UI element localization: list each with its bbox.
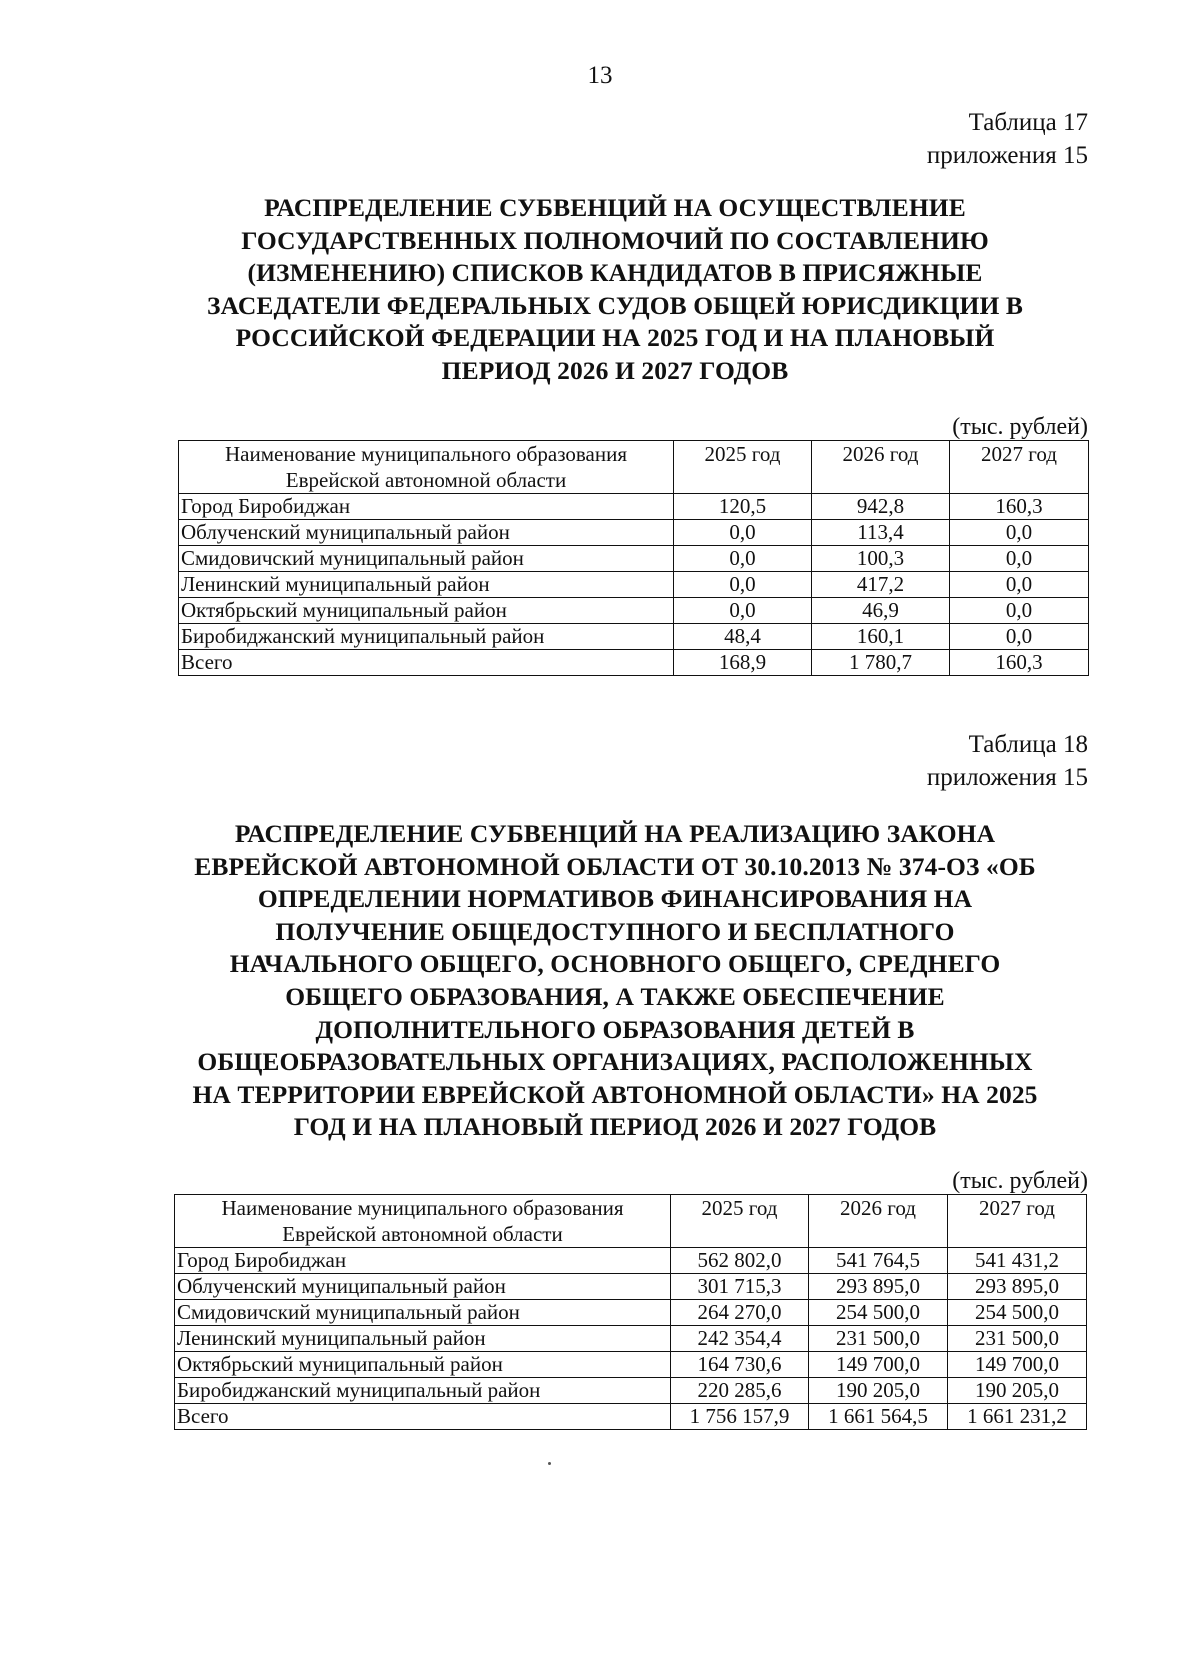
table-row [179, 520, 1089, 546]
value-2025: 0,0 [674, 598, 812, 624]
value-2027: 160,3 [950, 494, 1089, 520]
value-2026: 254 500,0 [809, 1300, 948, 1326]
value-2026: 190 205,0 [809, 1378, 948, 1404]
row-name: Октябрьский муниципальный район [179, 598, 674, 624]
value-2027: 293 895,0 [948, 1274, 1087, 1300]
table18-units: (тыс. рублей) [952, 1168, 1088, 1194]
table-row [179, 598, 1089, 624]
table18-reference [927, 728, 1088, 794]
page-number: 13 [587, 62, 613, 89]
value-2026: 46,9 [812, 598, 950, 624]
value-2026: 149 700,0 [809, 1352, 948, 1378]
row-name: Город Биробиджан [175, 1248, 671, 1274]
value-2027: 0,0 [950, 572, 1089, 598]
value-2025: 220 285,6 [671, 1378, 809, 1404]
heading-line: ПОЛУЧЕНИЕ ОБЩЕДОСТУПНОГО И БЕСПЛАТНОГО [275, 916, 955, 946]
value-2025: 168,9 [674, 650, 812, 676]
heading-line: ГОД И НА ПЛАНОВЫЙ ПЕРИОД 2026 И 2027 ГОДОВ [293, 1112, 937, 1142]
value-2026: 942,8 [812, 494, 950, 520]
value-2027: 0,0 [950, 598, 1089, 624]
heading-line: ЗАСЕДАТЕЛИ ФЕДЕРАЛЬНЫХ СУДОВ ОБЩЕЙ ЮРИСДИКЦИИ В [207, 290, 1023, 320]
heading-line: НА ТЕРРИТОРИИ ЕВРЕЙСКОЙ АВТОНОМНОЙ ОБЛАСТИ» НА 2025 [192, 1079, 1038, 1109]
heading-line: ОБЩЕГО ОБРАЗОВАНИЯ, А ТАКЖЕ ОБЕСПЕЧЕНИЕ [285, 981, 945, 1011]
row-name: Город Биробиджан [179, 494, 674, 520]
row-name: Ленинский муниципальный район [179, 572, 674, 598]
table-header-row [175, 1195, 1087, 1248]
table17 [178, 440, 1089, 676]
table17-heading [150, 192, 1080, 388]
row-name: Облученский муниципальный район [179, 520, 674, 546]
value-2027: 190 205,0 [948, 1378, 1087, 1404]
row-name: Ленинский муниципальный район [175, 1326, 671, 1352]
heading-line: ГОСУДАРСТВЕННЫХ ПОЛНОМОЧИЙ ПО СОСТАВЛЕНИЮ [241, 225, 989, 255]
heading-line: (ИЗМЕНЕНИЮ) СПИСКОВ КАНДИДАТОВ В ПРИСЯЖНЫЕ [247, 258, 983, 288]
table-total-row [179, 650, 1089, 676]
header-2027: 2027 год [948, 1195, 1087, 1248]
value-2026: 417,2 [812, 572, 950, 598]
row-name: Октябрьский муниципальный район [175, 1352, 671, 1378]
row-name: Смидовичский муниципальный район [179, 546, 674, 572]
value-2026: 100,3 [812, 546, 950, 572]
value-2025: 242 354,4 [671, 1326, 809, 1352]
value-2025: 301 715,3 [671, 1274, 809, 1300]
table17-units: (тыс. рублей) [952, 414, 1088, 440]
row-name: Всего [179, 650, 674, 676]
heading-line: РАСПРЕДЕЛЕНИЕ СУБВЕНЦИЙ НА РЕАЛИЗАЦИЮ ЗАКОНА [234, 819, 996, 848]
header-2026: 2026 год [812, 441, 950, 494]
table18-ref-line1: Таблица 18 [968, 731, 1088, 758]
row-name: Всего [175, 1404, 671, 1430]
table-total-row [175, 1404, 1087, 1430]
value-2027: 160,3 [950, 650, 1089, 676]
value-2026: 1 780,7 [812, 650, 950, 676]
table17-reference [927, 106, 1088, 172]
heading-line: НАЧАЛЬНОГО ОБЩЕГО, ОСНОВНОГО ОБЩЕГО, СРЕДНЕГО [229, 949, 1001, 979]
value-2025: 0,0 [674, 520, 812, 546]
table-row [179, 624, 1089, 650]
header-2027: 2027 год [950, 441, 1089, 494]
scan-speck [548, 1462, 551, 1465]
heading-line: ОБЩЕОБРАЗОВАТЕЛЬНЫХ ОРГАНИЗАЦИЯХ, РАСПОЛОЖЕННЫХ [197, 1047, 1033, 1077]
value-2027: 149 700,0 [948, 1352, 1087, 1378]
row-name: Биробиджанский муниципальный район [175, 1378, 671, 1404]
table-row [175, 1378, 1087, 1404]
table-row [179, 546, 1089, 572]
value-2025: 164 730,6 [671, 1352, 809, 1378]
table-row [175, 1274, 1087, 1300]
header-name: Наименование муниципального образования Еврейской автономной области [179, 441, 674, 494]
value-2025: 0,0 [674, 572, 812, 598]
value-2027: 254 500,0 [948, 1300, 1087, 1326]
table17-ref-line2: приложения 15 [926, 142, 1088, 169]
value-2026: 160,1 [812, 624, 950, 650]
heading-line: ПЕРИОД 2026 И 2027 ГОДОВ [441, 355, 789, 385]
row-name: Облученский муниципальный район [175, 1274, 671, 1300]
table-header-row [179, 441, 1089, 494]
value-2025: 264 270,0 [671, 1300, 809, 1326]
table18-heading [150, 818, 1080, 1144]
value-2027: 231 500,0 [948, 1326, 1087, 1352]
row-name: Биробиджанский муниципальный район [179, 624, 674, 650]
value-2027: 0,0 [950, 624, 1089, 650]
value-2026: 113,4 [812, 520, 950, 546]
value-2025: 120,5 [674, 494, 812, 520]
value-2026: 231 500,0 [809, 1326, 948, 1352]
value-2026: 1 661 564,5 [809, 1404, 948, 1430]
table18-ref-line2: приложения 15 [926, 764, 1088, 791]
value-2026: 541 764,5 [809, 1248, 948, 1274]
table-row [175, 1248, 1087, 1274]
row-name: Смидовичский муниципальный район [175, 1300, 671, 1326]
heading-line: ЕВРЕЙСКОЙ АВТОНОМНОЙ ОБЛАСТИ ОТ 30.10.2013 № 374-ОЗ «ОБ [194, 851, 1036, 881]
table-row [179, 494, 1089, 520]
value-2027: 0,0 [950, 546, 1089, 572]
value-2027: 541 431,2 [948, 1248, 1087, 1274]
heading-line: ОПРЕДЕЛЕНИИ НОРМАТИВОВ ФИНАНСИРОВАНИЯ НА [257, 884, 973, 914]
heading-line: РОССИЙСКОЙ ФЕДЕРАЦИИ НА 2025 ГОД И НА ПЛАНОВЫЙ [235, 323, 995, 353]
value-2027: 1 661 231,2 [948, 1404, 1087, 1430]
table18 [174, 1194, 1087, 1430]
table-row [175, 1352, 1087, 1378]
header-2025: 2025 год [671, 1195, 809, 1248]
table-row [175, 1300, 1087, 1326]
table17-ref-line1: Таблица 17 [968, 109, 1088, 136]
value-2025: 1 756 157,9 [671, 1404, 809, 1430]
value-2027: 0,0 [950, 520, 1089, 546]
value-2025: 48,4 [674, 624, 812, 650]
header-2025: 2025 год [674, 441, 812, 494]
header-2026: 2026 год [809, 1195, 948, 1248]
table-row [179, 572, 1089, 598]
header-name: Наименование муниципального образования Еврейской автономной области [175, 1195, 671, 1248]
heading-line: РАСПРЕДЕЛЕНИЕ СУБВЕНЦИЙ НА ОСУЩЕСТВЛЕНИЕ [264, 193, 966, 222]
heading-line: ДОПОЛНИТЕЛЬНОГО ОБРАЗОВАНИЯ ДЕТЕЙ В [315, 1014, 915, 1044]
value-2026: 293 895,0 [809, 1274, 948, 1300]
value-2025: 0,0 [674, 546, 812, 572]
table-row [175, 1326, 1087, 1352]
value-2025: 562 802,0 [671, 1248, 809, 1274]
